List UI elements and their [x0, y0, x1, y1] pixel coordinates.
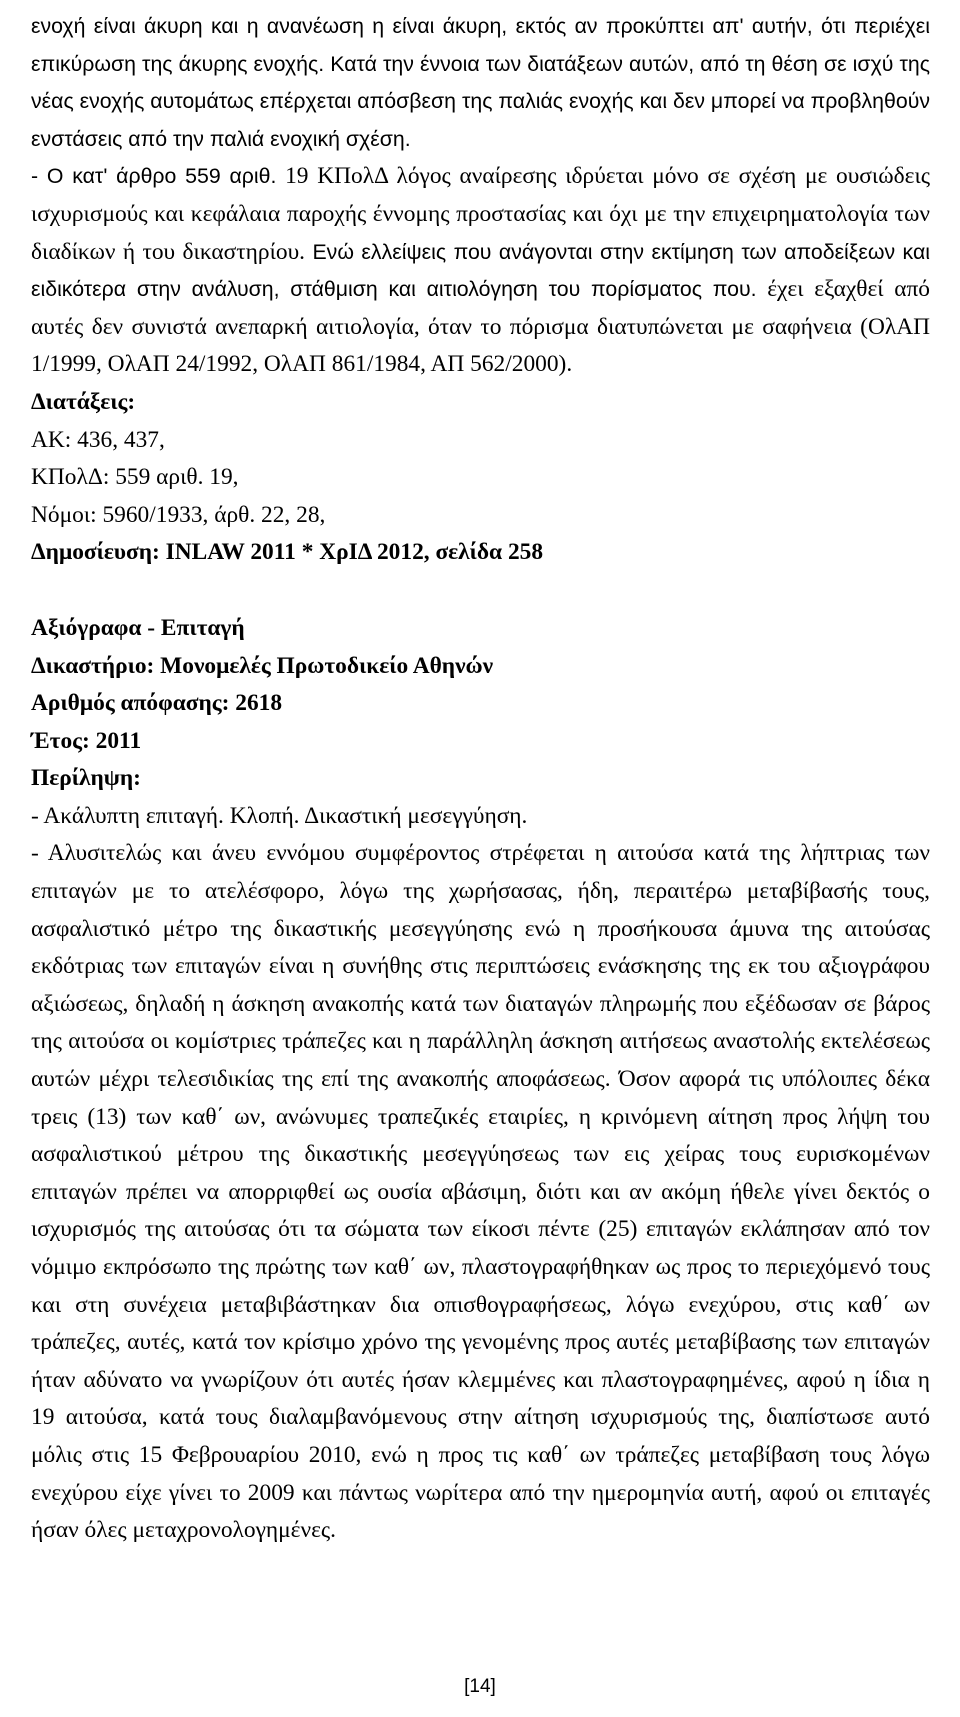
provision-line: ΑΚ: 436, 437,: [31, 426, 165, 453]
decision-year: Έτος: 2011: [31, 727, 142, 754]
court-line: Δικαστήριο: Μονομελές Πρωτοδικείο Αθηνών: [31, 652, 494, 679]
section-gap: [31, 572, 930, 610]
cassation-text-serif: 19 ΚΠολΔ λόγος αναίρεσης ιδρύεται μόνο σε σχέση με ουσιώδεις ισχυρισμούς και κεφάλαια παροχής έννομης προστασίας και όχι με την επιχειρηματολογία των διαδίκων ή του δικαστηρίου.: [31, 163, 931, 265]
provision-line: ΚΠολΔ: 559 αριθ. 19,: [31, 464, 239, 491]
decision-number: Αριθμός απόφασης: 2618: [31, 690, 283, 717]
evidence-text-sans: Ενώ ελλείψεις που ανάγονται στην εκτίμηση των αποδείξεων και ειδικότερα στην ανάλυση, στάθμιση και αιτιολόγηση του πορίσματος που.: [31, 239, 930, 302]
summary-heading: Περίληψη:: [31, 765, 141, 792]
publication-line: Δημοσίευση: INLAW 2011 * ΧρΙΔ 2012, σελίδα 258: [31, 539, 544, 566]
provision-line: Νόμοι: 5960/1933, άρθ. 22, 28,: [31, 501, 326, 528]
evidence-text-serif: έχει εξαχθεί από αυτές δεν συνιστά ανεπαρκή αιτιολογία, όταν το πόρισμα διατυπώνεται με σαφήνεια (ΟλΑΠ 1/1999, ΟλΑΠ 24/1992, ΟλΑΠ 861/1984, ΑΠ 562/2000).: [31, 276, 930, 378]
cassation-text-sans: - Ο κατ' άρθρο 559 αριθ.: [31, 164, 277, 189]
summary-keywords: - Ακάλυπτη επιταγή. Κλοπή. Δικαστική μεσεγγύηση.: [31, 802, 528, 829]
summary-paragraph: - Αλυσιτελώς και άνευ εννόμου συμφέροντος στρέφεται η αιτούσα κατά της λήπτριας των επιταγών με το ατελέσφορο, λόγω της χωρήσασας, ήδη, περαιτέρω μεταβίβασής τους, ασφαλιστικό μέτρο της δικαστικής μεσεγγύησης ενώ η προσήκουσα άμυνα της αιτούσας εκδότριας των επιταγών είναι η συνήθης στις περιπτώσεις ενάσκησης της εκ του αξιογράφου αξιώσεως, δηλαδή η άσκηση ανακοπής κατά των διαταγών πληρωμής που εξέδωσαν σε βάρος της αιτούσα οι κομίστριες τράπεζες και η παράλληλη άσκηση αιτήσεως αναστολής εκτελέσεως αυτών μέχρι τελεσιδικίας της επί της ανακοπής αποφάσεως. Όσον αφορά τις υπόλοιπες δέκα τρεις (13) των καθ΄ ων, ανώνυμες τραπεζικές εταιρίες, η κρινόμενη αίτηση προς λήψη του ασφαλιστικού μέτρου της δικαστικής μεσεγγύησεως των εις χείρας τους ευρισκομένων επιταγών πρέπει να απορριφθεί ως ουσία αβάσιμη, διότι και αν ακόμη ήθελε γίνει δεκτός ο ισχυρισμός της αιτούσας ότι τα σώματα των είκοσι πέντε (25) επιταγών εκλάπησαν από τον νόμιμο εκπρόσωπο της πρώτης των καθ΄ ων, πλαστογραφήθηκαν ως προς το περιεχόμενό τους και στη συνέχεια μεταβιβάστηκαν δια οπισθογραφήσεως, λόγω ενεχύρου, στις καθ΄ ων τράπεζες, αυτές, κατά τον κρίσιμο χρόνο της γενομένης προς αυτές μεταβίβασης των επιταγών ήταν αδύνατο να γνωρίζουν ότι αυτές ήσαν κλεμμένες και πλαστογραφημένες, αφού η ίδια η 19 αιτούσα, κατά τους διαλαμβανόμενους στην αίτηση ισχυρισμούς της, διαπίστωσε αυτό μόλις στις 15 Φεβρουαρίου 2010, ενώ η προς τις καθ΄ ων τράπεζες μεταβίβαση τους λόγω ενεχύρου είχε γίνει το 2009 και πάντως νωρίτερα από την ημερομηνία αυτή, αφού οι επιταγές ήσαν όλες μεταχρονολογημένες.: [31, 840, 930, 1544]
case-title: Αξιόγραφα - Επιταγή: [31, 614, 245, 641]
intro-paragraph: ενοχή είναι άκυρη και η ανανέωση η είναι άκυρη, εκτός αν προκύπτει απ' αυτήν, ότι περιέχει επικύρωση της άκυρης ενοχής. Κατά την έννοια των διατάξεων αυτών, από τη θέση σε ισχύ της νέας ενοχής αυτομάτως επέρχεται απόσβεση της παλιάς ενοχής και δεν μπορεί να προβληθούν ενστάσεις από την παλιά ενοχική σχέση.: [31, 14, 930, 151]
document-page: [31, 8, 930, 1550]
provisions-heading: Διατάξεις:: [31, 388, 136, 415]
cassation-paragraph: [31, 158, 930, 384]
page-number: [14]: [464, 1676, 496, 1697]
